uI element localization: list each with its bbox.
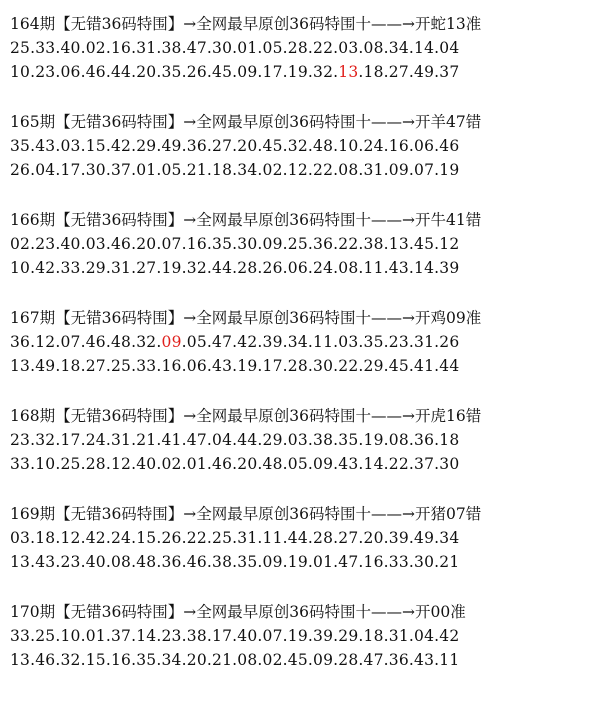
number-sequence: 02.23.40.03.46.20.07.16.35.30.09.25.36.22.38.13.45.12 [10,235,460,253]
number-row [10,428,595,452]
number-sequence: 33.10.25.28.12.40.02.01.46.20.48.05.09.43.14.22.37.30 [10,455,460,473]
number-row [10,256,595,280]
period-block [10,404,595,476]
period-title: 166期【无错36码特围】→全网最早原创36码特围十——→开牛41错 [10,211,482,229]
number-row [10,354,595,378]
number-sequence: 10.42.33.29.31.27.19.32.44.28.26.06.24.08.11.43.14.39 [10,259,460,277]
number-sequence: 03.18.12.42.24.15.26.22.25.31.11.44.28.27.20.39.49.34 [10,529,460,547]
number-row [10,232,595,256]
number-sequence: 13.46.32.15.16.35.34.20.21.08.02.45.09.28.47.36.43.11 [10,651,460,669]
period-title: 168期【无错36码特围】→全网最早原创36码特围十——→开虎16错 [10,407,482,425]
number-sequence: 10.23.06.46.44.20.35.26.45.09.17.19.32. [10,63,339,81]
number-row [10,60,595,84]
period-title: 167期【无错36码特围】→全网最早原创36码特围十——→开鸡09准 [10,309,482,327]
period-block [10,502,595,574]
period-title: 170期【无错36码特围】→全网最早原创36码特围十——→开00准 [10,603,466,621]
winning-number: 09 [161,333,182,351]
number-row [10,36,595,60]
period-title: 164期【无错36码特围】→全网最早原创36码特围十——→开蛇13准 [10,15,482,33]
number-row [10,648,595,672]
number-sequence: 23.32.17.24.31.21.41.47.04.44.29.03.38.35.19.08.36.18 [10,431,460,449]
number-sequence: .18.27.49.37 [358,63,460,81]
number-sequence: 13.49.18.27.25.33.16.06.43.19.17.28.30.22.29.45.41.44 [10,357,460,375]
number-sequence: 33.25.10.01.37.14.23.38.17.40.07.19.39.29.18.31.04.42 [10,627,460,645]
number-sequence: 25.33.40.02.16.31.38.47.30.01.05.28.22.03.08.34.14.04 [10,39,460,57]
number-row [10,526,595,550]
number-sequence: .05.47.42.39.34.11.03.35.23.31.26 [181,333,460,351]
period-block [10,12,595,84]
number-sequence: 36.12.07.46.48.32. [10,333,162,351]
period-title: 165期【无错36码特围】→全网最早原创36码特围十——→开羊47错 [10,113,482,131]
number-row [10,330,595,354]
number-row [10,452,595,476]
period-block [10,600,595,672]
number-row [10,550,595,574]
number-row [10,624,595,648]
number-row [10,158,595,182]
winning-number: 13 [338,63,359,81]
period-block [10,306,595,378]
number-sequence: 13.43.23.40.08.48.36.46.38.35.09.19.01.47.16.33.30.21 [10,553,460,571]
period-title: 169期【无错36码特围】→全网最早原创36码特围十——→开猪07错 [10,505,482,523]
number-sequence: 35.43.03.15.42.29.49.36.27.20.45.32.48.10.24.16.06.46 [10,137,460,155]
number-row [10,134,595,158]
number-sequence: 26.04.17.30.37.01.05.21.18.34.02.12.22.08.31.09.07.19 [10,161,460,179]
period-block [10,208,595,280]
period-block [10,110,595,182]
